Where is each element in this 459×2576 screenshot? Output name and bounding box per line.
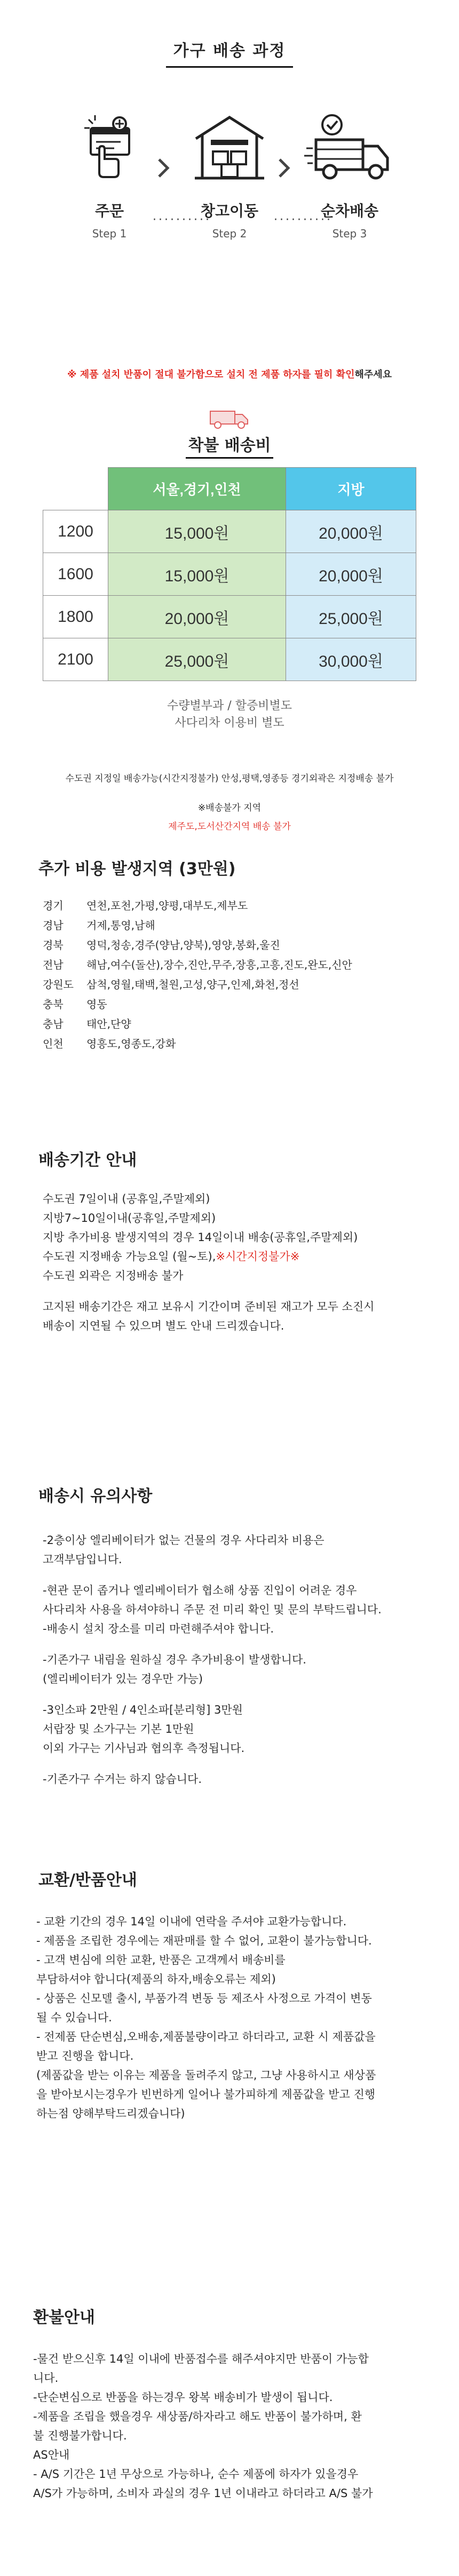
list-item <box>43 1014 352 1034</box>
exchange-line: 받고 진행을 합니다. <box>36 2050 134 2062</box>
list-item <box>43 1034 352 1054</box>
fee-metro: 15,000원 <box>108 510 286 553</box>
caution-line: -기존가구 수거는 하지 않습니다. <box>43 1773 202 1786</box>
region-name: 강원도 <box>43 978 74 991</box>
extra-region-list <box>43 896 352 1054</box>
exchange-line: (제품값을 받는 이유는 제품을 돌려주지 않고, 그냥 사용하시고 새상품 <box>36 2069 376 2082</box>
chevron-right-icon <box>276 157 291 181</box>
no-delivery-title: ※배송불가 지역 <box>197 803 262 813</box>
period-text <box>43 1189 374 1335</box>
list-item <box>43 896 352 916</box>
caution-text <box>43 1531 382 1789</box>
period-line: 지방7~10일이내(공휴일,주말제외) <box>43 1212 216 1225</box>
caution-line: -기존가구 내림을 원하실 경우 추가비용이 발생합니다. <box>43 1653 306 1666</box>
caution-line: (엘리베이터가 있는 경우만 가능) <box>43 1673 203 1685</box>
caution-line: -현관 문이 좁거나 엘리베이터가 협소해 상품 진입이 어려운 경우 <box>43 1584 357 1597</box>
region-name: 경기 <box>43 899 64 912</box>
notice-part-2: 설치 전 제품 하자를 필히 확인 <box>226 369 355 380</box>
region-towns: 삼척,영월,태백,철원,고성,양구,인제,화천,정선 <box>86 978 299 991</box>
region-towns: 거제,통영,남해 <box>86 919 155 932</box>
refund-line: -물건 받으신후 14일 이내에 반품접수를 해주셔야지만 반품이 가능합 <box>33 2353 369 2365</box>
period-line: 수도권 지정배송 가능요일 (월~토), <box>43 1250 216 1263</box>
region-towns: 영동 <box>86 998 107 1011</box>
exchange-line: 될 수 있습니다. <box>36 2011 112 2024</box>
fee-local: 25,000원 <box>286 596 416 638</box>
fee-note-quantity: 수량별부과 / 할증비별도 <box>167 699 292 713</box>
region-name: 충북 <box>43 998 64 1011</box>
exchange-title: 교환/반품안내 <box>38 1871 137 1890</box>
refund-line: - A/S 기간은 1년 무상으로 가능하나, 순수 제품에 하자가 있을경우 <box>33 2468 359 2481</box>
refund-line: 불 진행불가합니다. <box>33 2429 127 2442</box>
spacer <box>43 1758 382 1770</box>
fee-table <box>43 467 416 681</box>
period-line: 수도권 7일이내 (공휴일,주말제외) <box>43 1193 210 1205</box>
region-name: 경북 <box>43 939 64 951</box>
region-towns: 해남,여수(돌산),장수,진안,무주,장흥,고흥,진도,완도,신안 <box>86 958 352 971</box>
caution-line: 서랍장 및 소가구는 기본 1만원 <box>43 1723 194 1735</box>
step-order <box>64 107 155 240</box>
list-item <box>43 935 352 955</box>
refund-line: AS안내 <box>33 2449 70 2461</box>
fee-local: 30,000원 <box>286 638 416 681</box>
fee-wide-note: 수도권 지정일 배송가능(시간지정불가) 안성,평택,영종등 경기외곽은 지정배송 불가 <box>65 773 394 784</box>
spacer <box>43 1285 374 1297</box>
region-name: 전남 <box>43 958 64 971</box>
exchange-text <box>36 1912 376 2123</box>
caution-line: 고객부담입니다. <box>43 1553 122 1566</box>
fee-table-header <box>43 468 416 510</box>
step-number: Step 2 <box>212 227 247 240</box>
page-title-wrap <box>0 37 459 68</box>
step-number: Step 1 <box>92 227 127 240</box>
order-icon <box>69 107 149 187</box>
fee-metro: 25,000원 <box>108 638 286 681</box>
step-name: 순차배송 <box>320 202 379 220</box>
period-time-not-allowed: ※시간지정불가※ <box>216 1250 300 1263</box>
fee-size: 1600 <box>43 553 108 596</box>
step-warehouse <box>184 107 275 240</box>
fee-title: 착불 배송비 <box>186 436 273 459</box>
period-line: 지방 추가비용 발생지역의 경우 14일이내 배송(공휴일,주말제외) <box>43 1231 358 1244</box>
fee-notes <box>0 698 459 732</box>
refund-line: 니다. <box>33 2372 59 2385</box>
list-item <box>43 955 352 975</box>
list-item <box>43 975 352 995</box>
caution-line: 사다리차 사용을 하셔야하니 주문 전 미리 확인 및 문의 부탁드립니다. <box>43 1603 382 1616</box>
list-item <box>43 995 352 1014</box>
refund-line: -제품을 조립을 했을경우 새상품/하자라고 해도 반품이 불가하며, 환 <box>33 2410 362 2423</box>
fee-note-ladder: 사다리차 이용비 별도 <box>175 716 284 730</box>
refund-title: 환불안내 <box>33 2308 95 2327</box>
period-note-line: 고지된 배송기간은 재고 보유시 기간이며 준비된 재고가 모두 소진시 <box>43 1300 375 1313</box>
region-towns: 태안,단양 <box>86 1018 131 1030</box>
refund-line: A/S가 가능하며, 소비자 과실의 경우 1년 이내라고 하더라고 A/S 불가 <box>33 2487 373 2500</box>
warehouse-icon <box>189 107 270 187</box>
step-separator: ·········· <box>274 213 333 227</box>
fee-header-metro: 서울,경기,인천 <box>108 468 286 510</box>
spacer <box>43 1638 382 1650</box>
exchange-line: - 전제품 단순변심,오배송,제품불량이라고 하더라고, 교환 시 제품값을 <box>36 2030 376 2043</box>
step-number: Step 3 <box>332 227 367 240</box>
delivery-truck-icon <box>208 407 251 433</box>
page-title: 가구 배송 과정 <box>166 37 294 68</box>
caution-line: 이외 가구는 기사님과 협의후 측정됩니다. <box>43 1742 245 1755</box>
fee-metro: 20,000원 <box>108 596 286 638</box>
delivery-steps <box>64 107 395 245</box>
step-shipping <box>304 107 395 240</box>
region-towns: 연천,포천,가평,양평,대부도,제부도 <box>86 899 248 912</box>
spacer <box>43 1569 382 1581</box>
fee-size: 1200 <box>43 510 108 553</box>
region-name: 인천 <box>43 1037 64 1050</box>
region-towns: 영흥도,영종도,강화 <box>86 1037 176 1050</box>
exchange-line: - 상품은 신모델 출시, 부품가격 변동 등 제조사 사정으로 가격이 변동 <box>36 1992 372 2005</box>
fee-title-wrap <box>0 432 459 455</box>
caution-line: -배송시 설치 장소를 미리 마련해주셔야 합니다. <box>43 1622 274 1635</box>
table-row <box>43 510 416 553</box>
notice-part-3: 해주세요 <box>354 369 392 380</box>
step-name: 주문 <box>94 202 124 220</box>
refund-text <box>33 2349 373 2503</box>
fee-size: 1800 <box>43 596 108 638</box>
fee-size: 2100 <box>43 638 108 681</box>
caution-line: -2층이상 엘리베이터가 없는 건물의 경우 사다리차 비용은 <box>43 1534 325 1547</box>
region-towns: 영덕,청송,경주(양남,양북),영양,봉화,울진 <box>86 939 280 951</box>
notice-part-1: ※ 제품 설치 반품이 절대 불가함으로 <box>67 369 227 380</box>
period-title: 배송기간 안내 <box>38 1151 137 1170</box>
spacer <box>43 1689 382 1700</box>
caution-line: -3인소파 2만원 / 4인소파[분리형] 3만원 <box>43 1703 243 1716</box>
extra-cost-title: 추가 비용 발생지역 (3만원) <box>38 860 236 878</box>
fee-local: 20,000원 <box>286 553 416 596</box>
fee-header-local: 지방 <box>286 468 416 510</box>
exchange-line: - 제품을 조립한 경우에는 재판매를 할 수 없어, 교환이 불가능합니다. <box>36 1934 372 1947</box>
period-line-designated <box>43 1247 374 1266</box>
exchange-line: - 교환 기간의 경우 14일 이내에 연락을 주셔야 교환가능합니다. <box>36 1915 347 1928</box>
step-name: 창고이동 <box>200 202 259 220</box>
truck-icon <box>304 107 395 187</box>
refund-line: -단순변심으로 반품을 하는경우 왕복 배송비가 발생이 됩니다. <box>33 2391 333 2404</box>
exchange-line: 부담하셔야 합니다(제품의 하자,배송오류는 제외) <box>36 1973 276 1986</box>
fee-local: 20,000원 <box>286 510 416 553</box>
exchange-line: 하는점 양해부탁드리겠습니다) <box>36 2107 185 2120</box>
install-notice <box>0 367 459 381</box>
no-delivery-text: 제주도,도서산간지역 배송 불가 <box>168 821 291 832</box>
fee-metro: 15,000원 <box>108 553 286 596</box>
table-row <box>43 596 416 638</box>
region-name: 경남 <box>43 919 64 932</box>
region-name: 충남 <box>43 1018 64 1030</box>
chevron-right-icon <box>156 157 171 181</box>
caution-title: 배송시 유의사항 <box>38 1487 153 1506</box>
table-row <box>43 638 416 681</box>
fee-header-blank <box>43 468 108 510</box>
table-row <box>43 553 416 596</box>
exchange-line: - 고객 변심에 의한 교환, 반품은 고객께서 배송비를 <box>36 1954 286 1966</box>
step-separator: ·········· <box>153 213 211 227</box>
period-note-line: 배송이 지연될 수 있으며 별도 안내 드리겠습니다. <box>43 1319 284 1332</box>
list-item <box>43 916 352 935</box>
exchange-line: 을 받아보시는경우가 빈번하게 일어나 불가피하게 제품값을 받고 진행 <box>36 2088 376 2101</box>
period-line: 수도권 외곽은 지정배송 불가 <box>43 1269 184 1282</box>
